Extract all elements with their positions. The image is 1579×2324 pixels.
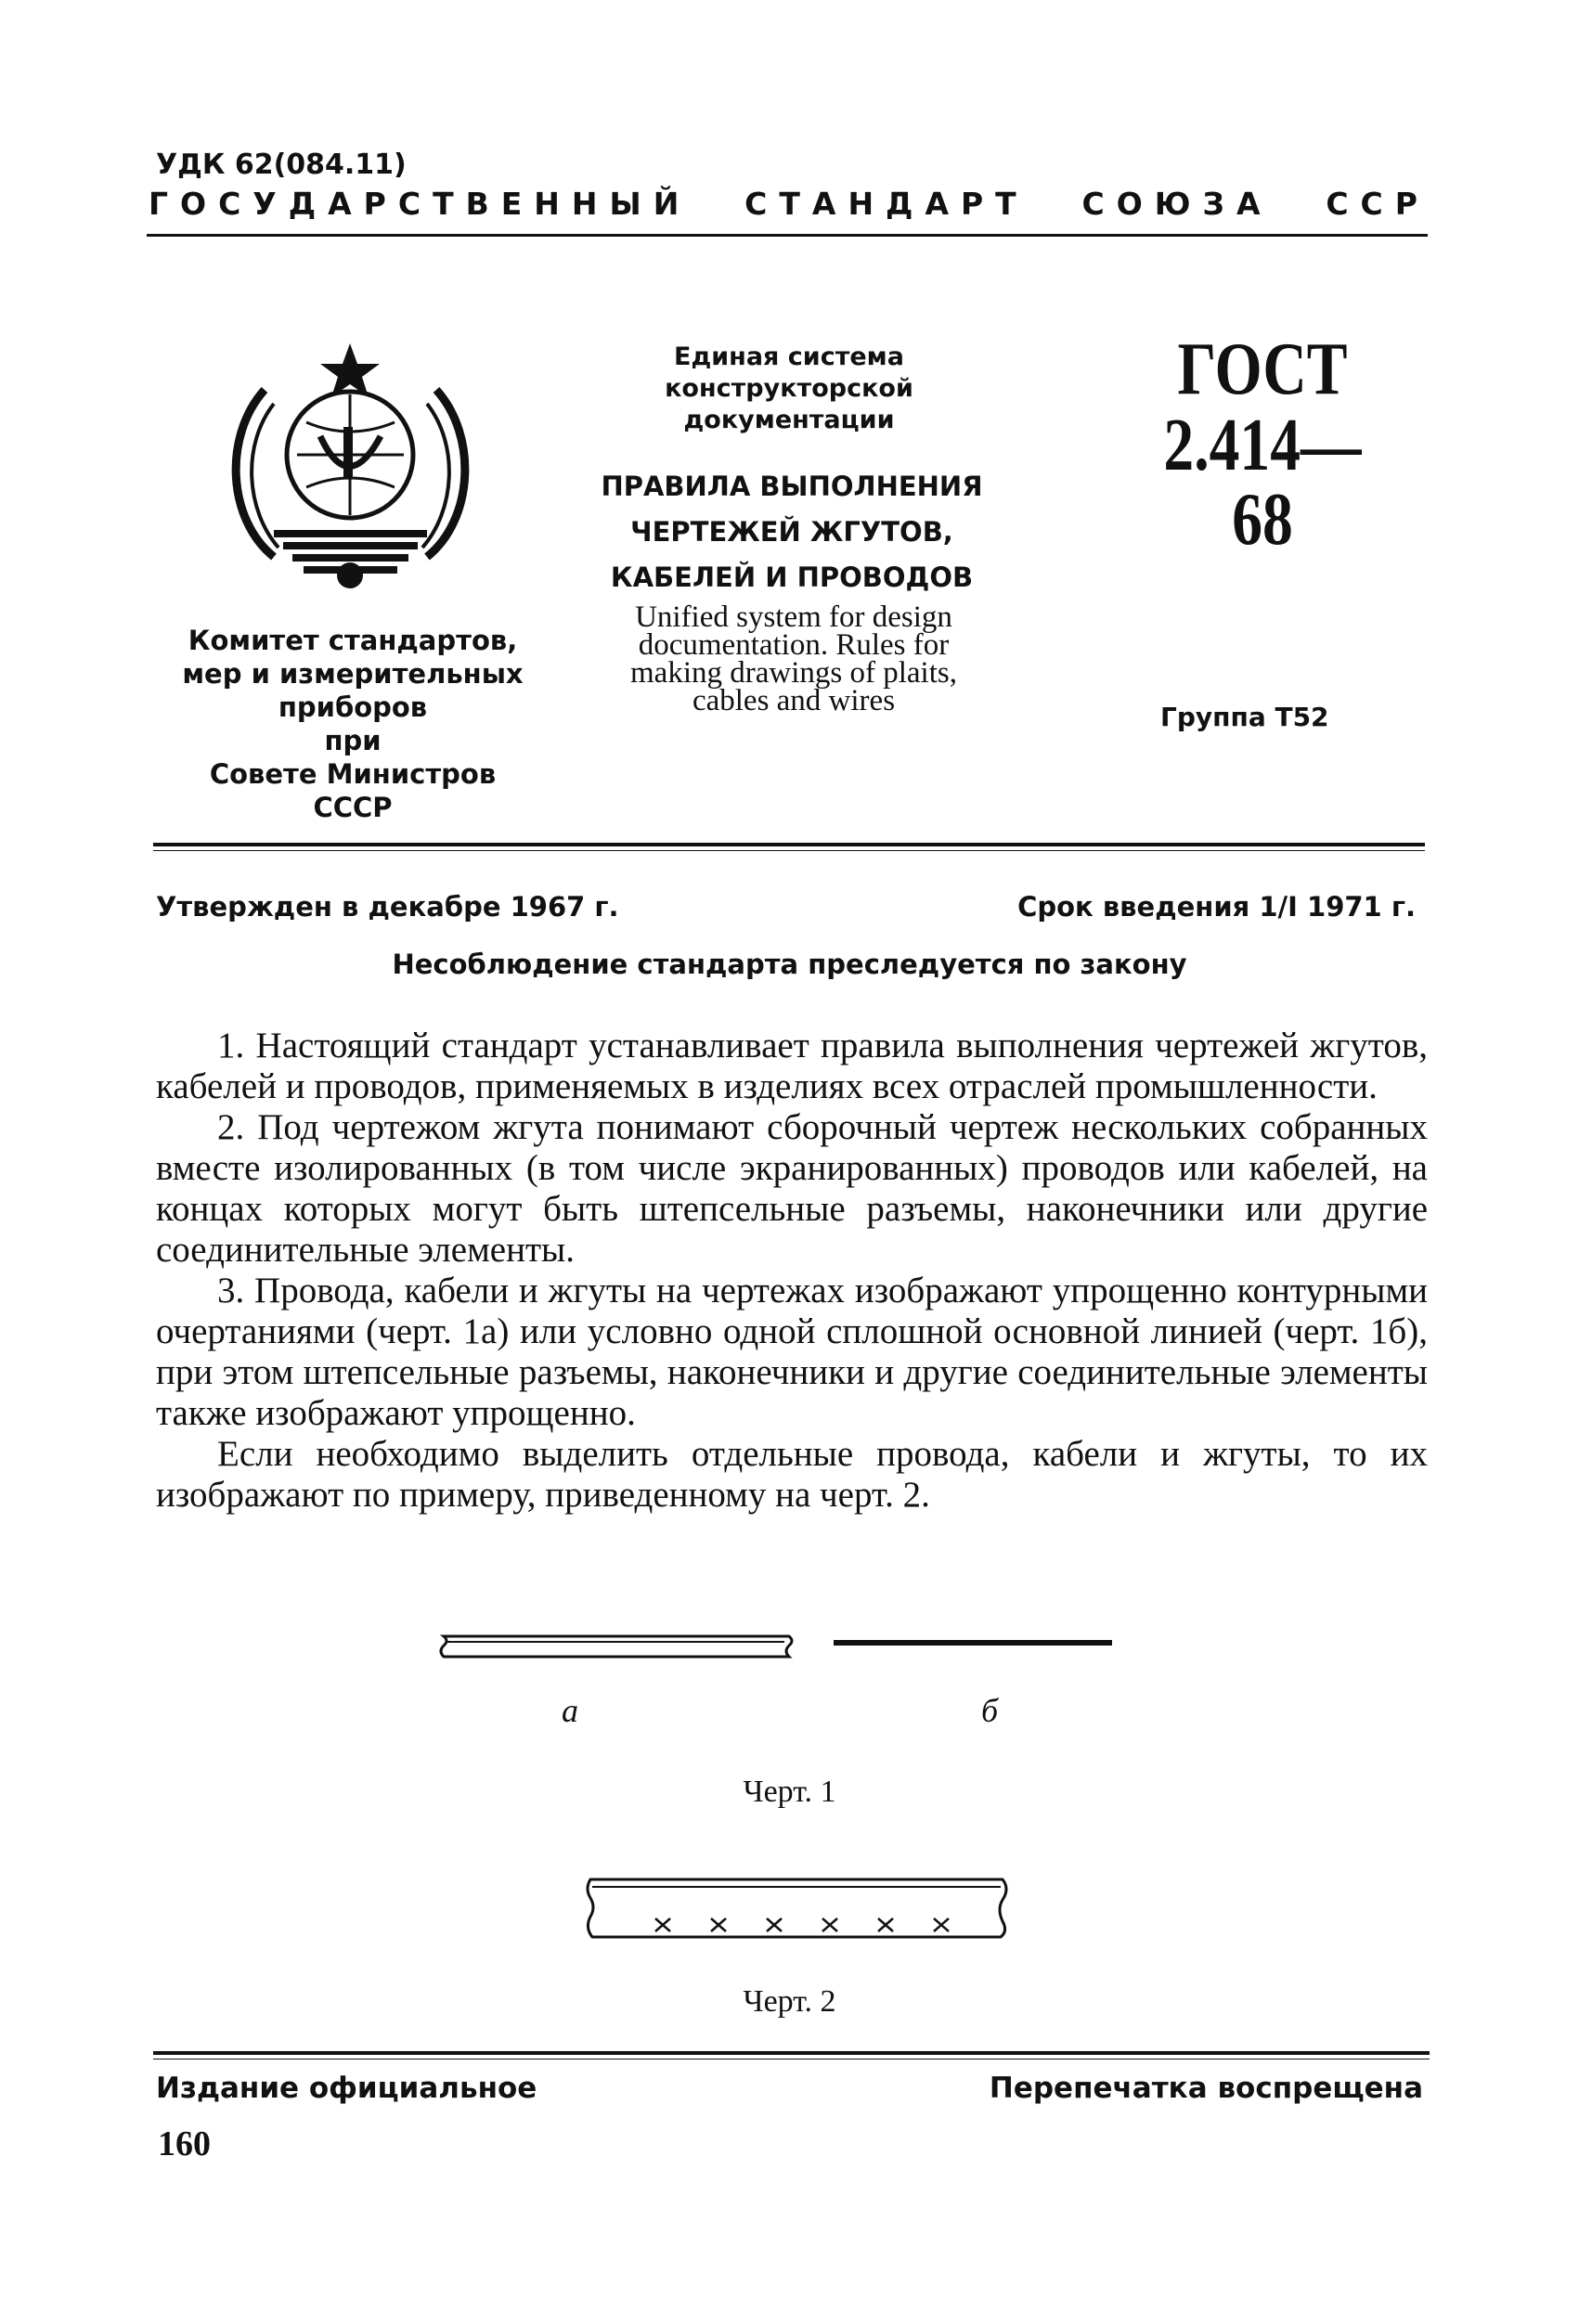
approval-date: Утвержден в декабре 1967 г. — [156, 891, 619, 923]
paragraph: Если необходимо выделить отдельные провода, кабели и жгуты, то их изображают по примеру, приведенному на черт. 2. — [156, 1434, 1428, 1515]
document-title-english — [594, 600, 993, 717]
gost-number: 2.414—68 — [1163, 405, 1362, 561]
official-edition-note: Издание официальное — [156, 2072, 537, 2105]
committee-line: при — [324, 725, 382, 756]
gost-label: ГОСТ — [1177, 329, 1348, 410]
reprint-prohibited-note: Перепечатка воспрещена — [989, 2072, 1423, 2105]
system-line: конструкторской — [665, 374, 913, 403]
page-number: 160 — [158, 2124, 211, 2163]
english-title-line: Unified system for design — [635, 600, 952, 634]
figure2-caption: Черт. 2 — [743, 1984, 836, 2019]
figure1-caption: Черт. 1 — [743, 1775, 836, 1809]
committee-line: СССР — [313, 792, 393, 823]
footer-rule — [153, 2051, 1430, 2055]
effective-date: Срок введения 1/I 1971 г. — [1017, 891, 1416, 923]
body-text — [156, 1026, 1428, 1516]
law-notice: Несоблюдение стандарта преследуется по закону — [392, 949, 1187, 980]
figure1-label-a: а — [562, 1692, 578, 1729]
heading-word: СТАНДАРТ — [744, 186, 1029, 222]
system-name — [594, 342, 984, 436]
classification-group: Группа Т52 — [1160, 702, 1329, 732]
committee-line: мер и измерительных — [182, 658, 524, 690]
title-line: КАБЕЛЕЙ И ПРОВОДОВ — [610, 562, 974, 593]
figure1-label-b: б — [981, 1692, 999, 1729]
english-title-line: cables and wires — [692, 684, 896, 717]
udk-code: УДК 62(084.11) — [156, 148, 407, 181]
title-line: ПРАВИЛА ВЫПОЛНЕНИЯ — [601, 471, 983, 502]
paragraph: 3. Провода, кабели и жгуты на чертежах изображают упрощенно контурными очертаниями (черт. 1а) или условно одной сплошной основной линией (черт. 1б), при этом штепсельные разъемы, наконечники и другие соединительные элементы также изображают упрощенно. — [156, 1271, 1428, 1433]
title-line: ЧЕРТЕЖЕЙ ЖГУТОВ, — [630, 516, 953, 548]
document-title — [574, 464, 1010, 600]
header-rule — [147, 234, 1428, 237]
heading-word: СОЮЗА — [1081, 186, 1273, 222]
state-standard-heading — [149, 186, 1430, 222]
english-title-line: making drawings of plaits, — [630, 656, 957, 690]
committee-line: Совете Министров — [209, 758, 497, 790]
paragraph: 1. Настоящий стандарт устанавливает правила выполнения чертежей жгутов, кабелей и проводов, применяемых в изделиях всех отраслей промышленности. — [156, 1026, 1428, 1106]
system-line: Единая система — [674, 342, 904, 371]
committee-name — [167, 624, 538, 824]
english-title-line: documentation. Rules for — [638, 628, 950, 662]
figure2-drawing — [583, 1870, 1010, 1982]
title-block-rule-thin — [153, 850, 1425, 851]
heading-word: ГОСУДАРСТВЕННЫЙ — [149, 186, 692, 222]
committee-line: Комитет стандартов, — [188, 625, 518, 656]
ussr-emblem-image — [209, 325, 492, 603]
title-block-rule — [153, 843, 1425, 846]
heading-word: ССР — [1326, 186, 1430, 222]
committee-line: приборов — [278, 691, 428, 723]
system-line: документации — [683, 406, 895, 434]
paragraph: 2. Под чертежом жгута понимают сборочный чертеж нескольких собранных вместе изолированных (в том числе экранированных) проводов или кабелей, на концах которых могут быть штепсельные разъемы, наконечники или другие соединительные элементы. — [156, 1107, 1428, 1270]
figure1-drawing — [436, 1629, 1132, 1666]
